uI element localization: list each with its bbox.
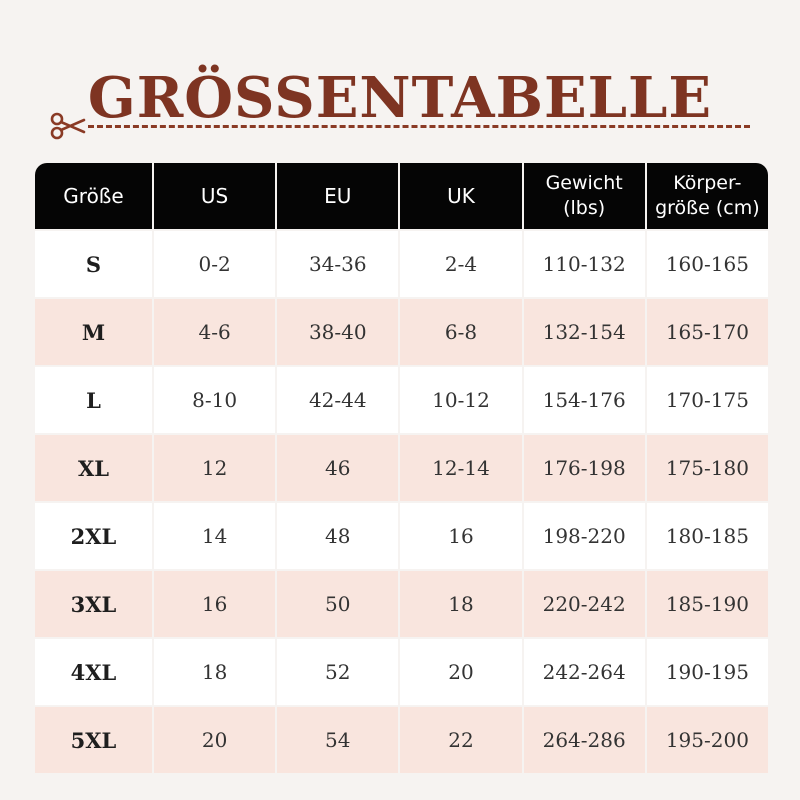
table-row [35, 707, 768, 773]
header-size [35, 163, 152, 229]
dashed-line [88, 125, 750, 128]
cell-eu: 46 [277, 435, 398, 501]
cell-uk: 10-12 [400, 367, 521, 433]
cell-weight: 110-132 [524, 231, 645, 297]
cell-eu: 52 [277, 639, 398, 705]
cell-size: XL [35, 435, 152, 501]
cell-weight: 220-242 [524, 571, 645, 637]
cell-uk: 2-4 [400, 231, 521, 297]
scissors-icon [50, 112, 86, 140]
cell-us: 8-10 [154, 367, 275, 433]
cell-body-height: 170-175 [647, 367, 768, 433]
cell-weight: 264-286 [524, 707, 645, 773]
cell-us: 16 [154, 571, 275, 637]
header-eu [277, 163, 398, 229]
header-uk-label: UK [447, 184, 475, 208]
cell-eu: 38-40 [277, 299, 398, 365]
header-us-label: US [200, 184, 229, 208]
cell-weight: 176-198 [524, 435, 645, 501]
cell-body-height: 190-195 [647, 639, 768, 705]
table-row [35, 231, 768, 297]
cell-body-height: 180-185 [647, 503, 768, 569]
cell-eu: 54 [277, 707, 398, 773]
header-body-height-label: Körper- [673, 172, 742, 194]
header-body-height-unit: größe (cm) [655, 197, 760, 219]
cell-body-height: 160-165 [647, 231, 768, 297]
cell-size: L [35, 367, 152, 433]
header-size-label: Größe [63, 184, 124, 208]
cell-us: 12 [154, 435, 275, 501]
cell-body-height: 195-200 [647, 707, 768, 773]
cell-size: M [35, 299, 152, 365]
header-weight-unit: (lbs) [563, 197, 606, 219]
table-header-row [35, 163, 768, 229]
header-weight-label: Gewicht [545, 172, 623, 194]
cell-weight: 132-154 [524, 299, 645, 365]
table-row [35, 639, 768, 705]
header-us [154, 163, 275, 229]
cell-us: 18 [154, 639, 275, 705]
cell-uk: 20 [400, 639, 521, 705]
table-row [35, 503, 768, 569]
cell-uk: 6-8 [400, 299, 521, 365]
table-row [35, 435, 768, 501]
cut-line [50, 112, 750, 140]
cell-eu: 34-36 [277, 231, 398, 297]
cell-size: S [35, 231, 152, 297]
cell-us: 20 [154, 707, 275, 773]
cell-size: 5XL [35, 707, 152, 773]
cell-size: 3XL [35, 571, 152, 637]
size-chart-table [33, 161, 770, 775]
cell-size: 4XL [35, 639, 152, 705]
header-body-height [647, 163, 768, 229]
cell-weight: 154-176 [524, 367, 645, 433]
cell-weight: 198-220 [524, 503, 645, 569]
table-row [35, 571, 768, 637]
cell-weight: 242-264 [524, 639, 645, 705]
cell-uk: 12-14 [400, 435, 521, 501]
header-weight [524, 163, 645, 229]
cell-eu: 42-44 [277, 367, 398, 433]
cell-uk: 16 [400, 503, 521, 569]
cell-body-height: 175-180 [647, 435, 768, 501]
header-uk [400, 163, 521, 229]
table-row [35, 299, 768, 365]
cell-us: 0-2 [154, 231, 275, 297]
cell-size: 2XL [35, 503, 152, 569]
cell-eu: 50 [277, 571, 398, 637]
cell-body-height: 165-170 [647, 299, 768, 365]
table-row [35, 367, 768, 433]
cell-uk: 22 [400, 707, 521, 773]
cell-us: 14 [154, 503, 275, 569]
cell-eu: 48 [277, 503, 398, 569]
page-title: GRÖSSENTABELLE [87, 64, 713, 131]
cell-us: 4-6 [154, 299, 275, 365]
header-eu-label: EU [324, 184, 352, 208]
cell-uk: 18 [400, 571, 521, 637]
cell-body-height: 185-190 [647, 571, 768, 637]
